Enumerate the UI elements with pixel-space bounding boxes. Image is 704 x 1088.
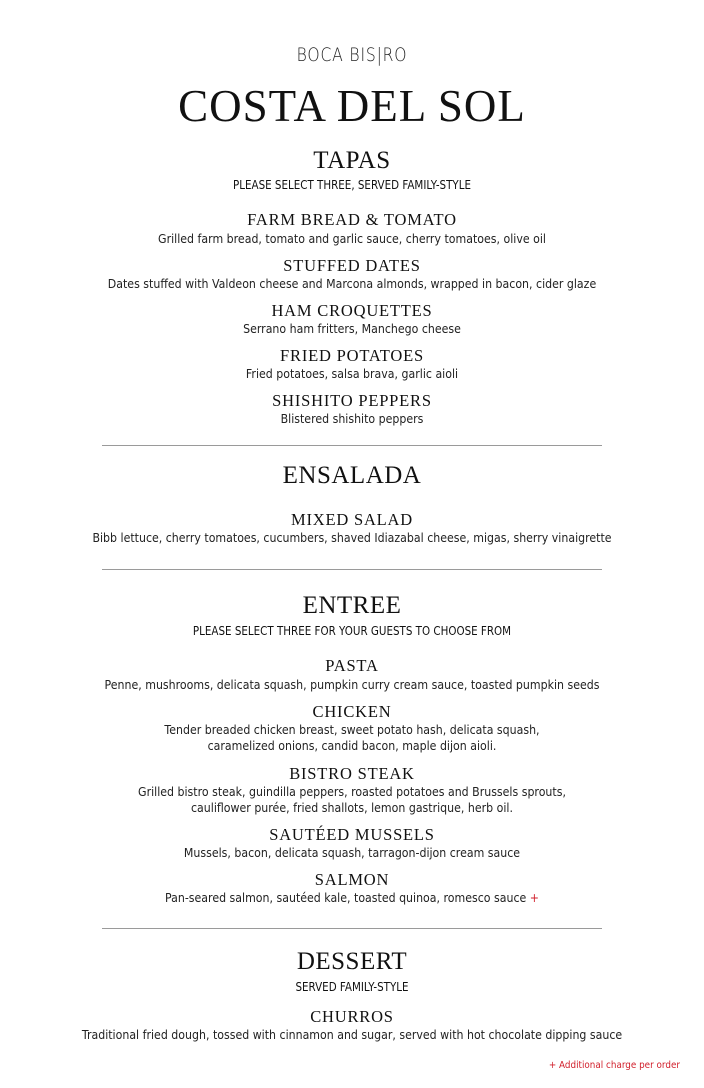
dish-name: PASTA <box>325 656 379 675</box>
section-note-dessert: SERVED FAMILY-STYLE <box>295 980 409 994</box>
dish-name: SAUTÉED MUSSELS <box>269 825 435 844</box>
section-divider <box>102 445 602 446</box>
dish-description: Bibb lettuce, cherry tomatoes, cucumbers, shaved Idiazabal cheese, migas, sherry vinaigrette <box>92 530 612 545</box>
dish-description: Penne, mushrooms, delicata squash, pumpkin curry cream sauce, toasted pumpkin seeds <box>104 677 600 692</box>
menu-title: COSTA DEL SOL <box>178 81 526 131</box>
restaurant-brand: BOCA BIS|RO <box>296 44 408 66</box>
dish-name: HAM CROQUETTES <box>271 301 433 320</box>
dish-description: Tender breaded chicken breast, sweet potato hash, delicata squash, <box>164 722 540 737</box>
section-heading-tapas: TAPAS <box>313 147 391 174</box>
dish-description: Traditional fried dough, tossed with cinnamon and sugar, served with hot chocolate dipping sauce <box>81 1027 623 1042</box>
dish-name: SHISHITO PEPPERS <box>272 391 432 410</box>
dish-description: Dates stuffed with Valdeon cheese and Marcona almonds, wrapped in bacon, cider glaze <box>107 276 597 291</box>
dish-description: Blistered shishito peppers <box>280 411 424 426</box>
dish-name: MIXED SALAD <box>290 510 413 529</box>
section-heading-ensalada: ENSALADA <box>282 462 422 489</box>
additional-charge-mark: + <box>529 890 540 905</box>
dish-description: Grilled bistro steak, guindilla peppers, roasted potatoes and Brussels sprouts, <box>138 784 566 799</box>
section-heading-dessert: DESSERT <box>296 948 408 975</box>
dish-description: Grilled farm bread, tomato and garlic sauce, cherry tomatoes, olive oil <box>158 231 546 246</box>
section-note-entree: PLEASE SELECT THREE FOR YOUR GUESTS TO CHOOSE FROM <box>192 624 512 638</box>
dish-name: CHURROS <box>310 1007 394 1026</box>
dish-name: SALMON <box>314 870 390 889</box>
dish-description: Serrano ham fritters, Manchego cheese <box>243 321 461 336</box>
section-divider <box>102 928 602 929</box>
section-divider <box>102 569 602 570</box>
dish-name: CHICKEN <box>312 702 392 721</box>
dish-name: STUFFED DATES <box>283 256 421 275</box>
section-heading-entree: ENTREE <box>302 592 402 619</box>
additional-charge-footnote: + Additional charge per order <box>548 1060 680 1071</box>
dish-name: BISTRO STEAK <box>289 764 415 783</box>
dish-description-with-mark <box>42 890 662 905</box>
dish-name: FARM BREAD & TOMATO <box>247 210 457 229</box>
dish-description-line2: caramelized onions, candid bacon, maple dijon aioli. <box>207 738 497 753</box>
dish-description: Pan-seared salmon, sautéed kale, toasted quinoa, romesco sauce <box>164 890 527 905</box>
dish-name: FRIED POTATOES <box>280 346 424 365</box>
dish-description: Fried potatoes, salsa brava, garlic aioli <box>245 366 459 381</box>
dish-description-line2: cauliflower purée, fried shallots, lemon gastrique, herb oil. <box>191 800 513 815</box>
dish-description: Mussels, bacon, delicata squash, tarragon-dijon cream sauce <box>183 845 521 860</box>
section-note-tapas: PLEASE SELECT THREE, SERVED FAMILY-STYLE <box>233 178 471 192</box>
